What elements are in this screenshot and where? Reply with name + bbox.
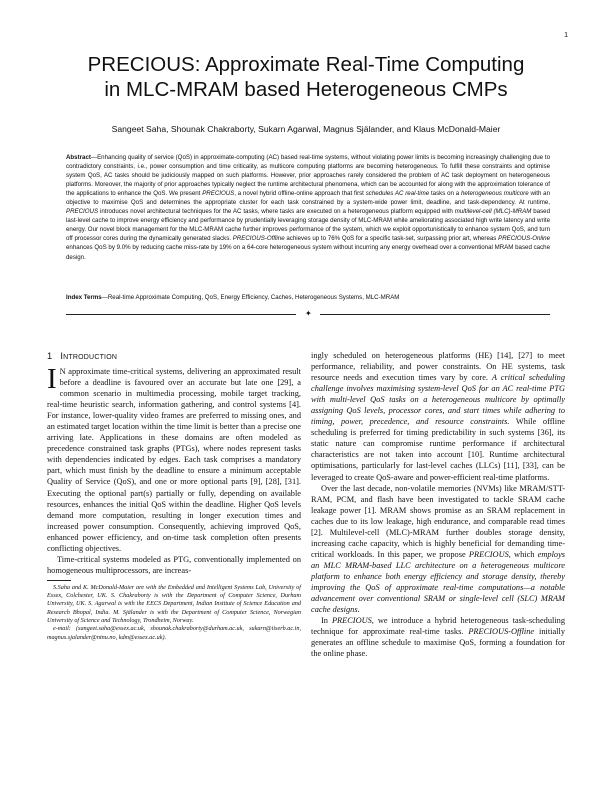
paragraph-text: Over the last decade, non-volatile memories (NVMs) like MRAM/STT-RAM, PCM, and flash have been investigated to tackle SRAM cache leakage power [1]. MRAM shows promise as an SRAM replacement in caches due to its low leakage, high endurance, and comparable read times [2]. Multilevel-cell (MLC)-MRAM further doubles storage density, increasing cache capacity, which is highly beneficial for demanding time-critical workloads. In this paper, we propose <box>311 483 565 559</box>
divider-ornament-icon: ✦ <box>305 309 312 318</box>
paragraph-emphasis: PRECIOUS-Offline <box>468 627 535 637</box>
author-affiliation-footnote: S.Saha and K. McDonald-Maier are with the Embedded and Intelligent Systems Lab, University of Essex, Colchester, UK. S. Chakraborty is with the Department of Computer Science, Durham University, UK. S. Agarwal is with the EECS Department, Indian Institute of Science Education and Research Bhopal, India. M. Själander is with the Department of Computer Science, Norwegian University of Science and Technology, Trondheim, Norway. <box>47 583 301 625</box>
index-terms-label: Index Terms <box>66 294 102 301</box>
paragraph-text: N approximate time-critical systems, delivering an approximated result before a deadline is favoured over an accurate but late one [29], a common scenario in multimedia processing, mobile target tracking, real-time heuristic search, information gathering, and control systems [4]. For instance, lower-quality video frames are preferred to missing ones, and an estimated target location within the time limit is better than a precise one arriving late. Applications in these domains are often modeled as precedence constrained task graphs (PTGs), where nodes represent tasks with dependencies indicated by edges. Each task comprises a mandatory part, which must finish by the deadline to ensure a minimum acceptable Quality of Service (QoS), and one or more optional parts [9], [28], [31]. Executing the optional part(s) partially or fully, depending on available resources, enhances the initial QoS within the deadline. Higher QoS levels demand more computation, resulting in longer execution times and increased power consumption. Consequently, achieving improved QoS, enhanced power efficiency, and on-time task completion often presents conflicting objectives. <box>47 367 301 553</box>
title-line-1: PRECIOUS: Approximate Real-Time Computing <box>87 53 525 76</box>
section-heading-introduction <box>47 350 301 364</box>
paragraph-emphasis: employs an MLC MRAM-based LLC architecture on a heterogeneous multicore platform to enhance both energy efficiency and storage density, thereby improving the QoS of approximate real-time computations—a notable advancement over conventional SRAM or single-level cell (SLC) MRAM cache designs. <box>311 549 566 615</box>
right-column <box>311 350 565 659</box>
abstract-text: introduces novel architectural techniques for the AC tasks, where tasks are executed on a heterogeneous platform equipped with <box>98 208 455 216</box>
abstract-text: based last-level cache to improve energy efficiency and performance by prudentially leveraging storage density of MLC-MRAM while ameliorating associated high write latency and write energy. Our novel block management for the MLC-MRAM cache further improves performance of the system, which we exploit opportunistically to enhance system QoS, and turn off processor cores during the dynamically generated slacks. <box>66 208 551 243</box>
intro-paragraph-3 <box>311 350 565 483</box>
section-title-rest: NTRODUCTION <box>63 354 118 361</box>
abstract-text: tasks on a <box>429 190 461 198</box>
author-email-footnote: e-mail: (sangeet.saha@essex.ac.uk, shounak.chakraborty@durham.ac.uk, sukarn@iiserb.ac.in, magnus.sjalander@ntnu.no, kdm@essex.ac.uk). <box>47 625 301 641</box>
abstract-emphasis: PRECIOUS-Online <box>498 235 550 243</box>
paragraph-emphasis: PRECIOUS <box>468 549 509 559</box>
index-terms <box>66 293 550 302</box>
author-list: Sangeet Saha, Shounak Chakraborty, Sukarn Agarwal, Magnus Själander, and Klaus McDonald-Maier <box>111 124 501 134</box>
paragraph-text: , we introduce a hybrid heterogeneous task-scheduling technique for approximate real-time tasks. <box>311 616 565 637</box>
intro-paragraph-5 <box>311 615 565 659</box>
index-terms-text: —Real-time Approximate Computing, QoS, Energy Efficiency, Caches, Heterogeneous Systems, MLC-MRAM <box>101 294 400 301</box>
abstract-label: Abstract <box>66 154 91 161</box>
paragraph-emphasis: PRECIOUS <box>331 616 372 626</box>
abstract-emphasis: heterogeneous multicore <box>460 190 529 198</box>
paragraph-text: , which <box>508 549 538 559</box>
footnote-rule <box>47 580 71 581</box>
left-column <box>47 350 301 642</box>
paragraph-text: ingly scheduled on heterogeneous platforms (HE) [14], [27] to meet performance, reliability, and power constraints. On HE systems, task resource needs and execution times vary by core. <box>311 351 565 383</box>
divider-line-right <box>320 314 550 315</box>
drop-cap: I <box>47 363 57 395</box>
abstract-text: with an objective to maximise QoS and determines the appropriate cluster for each task constrained by a system-wide power limit, deadline, and task-dependency. At runtime, <box>66 190 550 207</box>
intro-paragraph-2: Time-critical systems modeled as PTG, conventionally implemented on homogeneous multiprocessors, are increas- <box>47 554 301 575</box>
abstract-text: —Enhancing quality of service (QoS) in approximate-computing (AC) based real-time systems, without violating power limits is becoming increasingly challenging due to contradictory constraints, i.e., power consumption and time criticality, as multicore computing platforms are becoming heterogeneous. To fulfill these constraints and optimise system QoS, AC tasks should be judiciously mapped on such platforms. However, prior approaches rarely considered the problem of AC task deployment on heterogeneous platforms. Moreover, the majority of prior approaches typically neglect the runtime architectural phenomena, which can be accounted for along with the approximation tolerance of the applications to enhance the QoS. We present <box>66 154 550 198</box>
section-number: 1 <box>47 351 53 361</box>
abstract-emphasis: PRECIOUS <box>202 190 235 198</box>
abstract-text: , a novel hybrid offline-online approach that first <box>234 190 366 198</box>
abstract <box>66 153 550 262</box>
abstract-emphasis: PRECIOUS <box>66 208 99 216</box>
abstract-emphasis: PRECIOUS-Offline <box>232 235 285 243</box>
abstract-emphasis: multilevel-cell (MLC)-MRAM <box>454 208 532 216</box>
section-title-initial: I <box>60 351 64 361</box>
title-line-2: in MLC-MRAM based Heterogeneous CMPs <box>104 78 508 101</box>
paragraph-text: In <box>321 616 332 626</box>
abstract-emphasis: schedules AC real-time <box>365 190 430 198</box>
intro-paragraph-1 <box>47 363 301 554</box>
abstract-text: enhances QoS by 9.0% by reducing cache miss-rate by 19% on a 64-core heterogeneous system without incurring any energy overhead over a conventional MRAM based cache design. <box>66 244 550 261</box>
paragraph-text: While offline scheduling is preferred for timing predictability in such systems [36], its static nature can compromise runtime performance if architectural characteristics are not taken into account [10]. Runtime architectural optimisations, particularly for last-level caches (LLCs) [11], [33], can be leveraged to create QoS-aware and power-efficient real-time platforms. <box>311 417 565 482</box>
paper-title <box>0 52 612 102</box>
divider-line-left <box>66 314 296 315</box>
paragraph-emphasis: A critical scheduling challenge involves maximising system-level QoS for an AC real-time PTG with multi-level QoS tasks on a heterogeneous multicore by optimally assigning QoS levels, processor cores, and start times while adhering to timing, power, precedence, and resource constraints. <box>311 373 565 427</box>
paragraph-text: initially generates an offline schedule to maximise QoS, forming a foundation for the online phase. <box>311 627 565 659</box>
page-number: 1 <box>564 32 568 39</box>
intro-paragraph-4 <box>311 483 565 616</box>
abstract-text: achieves up to 76% QoS for a specific task-set, surpassing prior art, whereas <box>284 235 499 243</box>
